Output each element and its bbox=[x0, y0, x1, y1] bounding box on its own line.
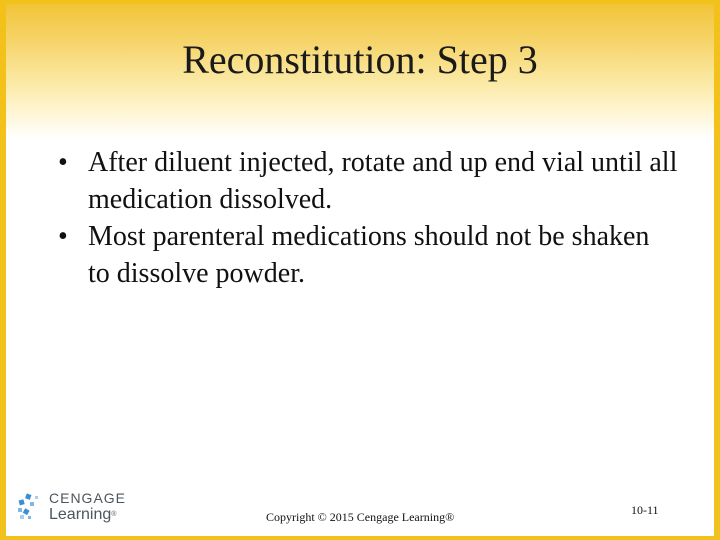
cengage-logo-icon bbox=[16, 492, 44, 522]
slide-title: Reconstitution: Step 3 bbox=[182, 37, 538, 82]
bullet-item bbox=[58, 218, 678, 292]
bullet-item bbox=[58, 144, 678, 218]
logo-wordmark-bottom bbox=[49, 506, 116, 524]
bullet-text: After diluent injected, rotate and up end vial until all medication dissolved. bbox=[88, 147, 678, 215]
cengage-logo bbox=[16, 488, 146, 528]
bullet-list bbox=[58, 144, 678, 292]
logo-registered-mark: ® bbox=[111, 511, 117, 518]
bullet-text: Most parenteral medications should not be shaken to dissolve powder. bbox=[88, 221, 650, 289]
bullet-marker: • bbox=[58, 221, 68, 252]
logo-wordmark-top: CENGAGE bbox=[49, 490, 127, 506]
bullet-marker: • bbox=[58, 147, 68, 178]
copyright-notice: Copyright © 2015 Cengage Learning® bbox=[266, 510, 455, 524]
logo-wordmark-learning: Learning bbox=[49, 506, 112, 523]
page-number: 10-11 bbox=[631, 503, 659, 517]
